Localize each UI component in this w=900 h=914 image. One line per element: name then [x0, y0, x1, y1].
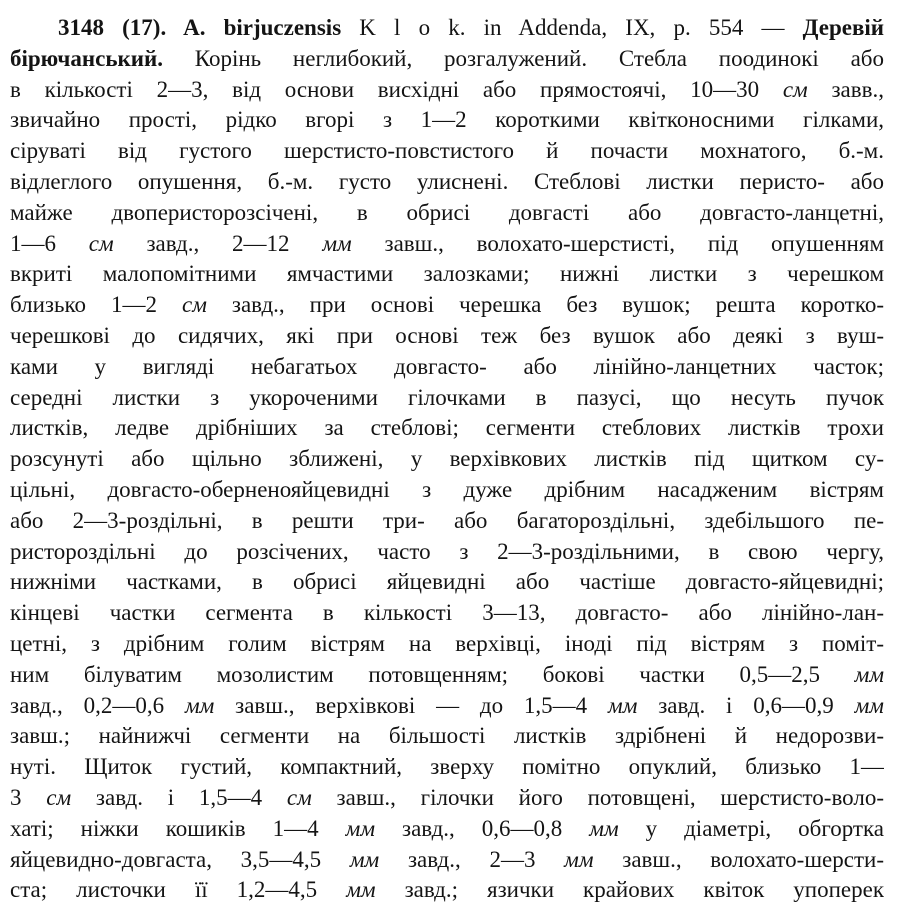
text-line	[10, 229, 884, 260]
italic-unit-text: мм	[608, 692, 638, 718]
italic-unit-text: мм	[346, 877, 376, 903]
body-text: завш., гілочки його потовщені, шерстисто-воло-	[311, 784, 884, 810]
body-text: кінцеві частки сегмента в кількості 3—13, довгасто- або лінійно-лан-	[10, 600, 884, 626]
body-text: в кількості 2—3, від основи висхідні або прямостоячі, 10—30	[10, 76, 783, 102]
bold-text: A. birjuczensis	[183, 15, 342, 40]
body-text: завд., при основі черешка без вушок; решта коротко-	[206, 292, 884, 318]
text-line	[10, 506, 884, 537]
body-text: майже двоперисторозсічені, в обрисі довгасті або довгасто-ланцетні,	[10, 199, 884, 225]
body-text: завд., 2—12	[113, 230, 323, 256]
body-text: завш., верхівкові — до 1,5—4	[214, 692, 609, 718]
body-text: завд., 2—3	[379, 846, 565, 872]
italic-unit-text: см	[782, 76, 808, 102]
italic-unit-text: мм	[322, 230, 352, 256]
body-text: розсунуті або щільно зближені, у верхівкових листків під щитком су-	[10, 446, 884, 472]
text-line	[10, 629, 884, 660]
italic-unit-text: см	[286, 784, 312, 810]
body-text: вкриті малопомітними ямчастими залозками; нижні листки з черешком	[10, 261, 884, 287]
text-line	[10, 259, 884, 290]
text-line	[10, 198, 884, 229]
body-text: листків, ледве дрібніших за стеблові; сегменти стеблових листків трохи	[10, 415, 884, 441]
text-line	[10, 752, 884, 783]
italic-unit-text: мм	[345, 815, 375, 841]
body-text: черешкові до сидячих, які при основі теж без вушок або деякі з вуш-	[10, 322, 884, 348]
body-text: завд., 0,6—0,8	[375, 815, 590, 841]
body-text: ним білуватим мозолистим потовщенням; бокові частки 0,5—2,5	[10, 661, 855, 687]
bold-text: Деревій	[802, 15, 884, 40]
italic-unit-text: мм	[184, 692, 215, 718]
body-text: завш., волохато-шерсти-	[593, 846, 884, 872]
text-line	[10, 691, 884, 722]
text-line	[10, 783, 884, 814]
italic-unit-text: см	[88, 230, 114, 256]
italic-unit-text: мм	[564, 846, 594, 872]
body-text: завд., 0,2—0,6	[10, 692, 185, 718]
species-description-paragraph	[10, 13, 884, 906]
text-line	[10, 845, 884, 876]
italic-unit-text: см	[181, 292, 207, 318]
bold-text: 3148 (17).	[58, 15, 184, 40]
text-line	[10, 814, 884, 845]
text-line	[10, 475, 884, 506]
body-text: яйцевидно-довгаста, 3,5—4,5	[10, 846, 350, 872]
italic-unit-text: мм	[349, 846, 380, 872]
italic-unit-text: мм	[854, 692, 884, 718]
body-text: ками у вигляді небагатьох довгасто- або лінійно-ланцетних часток;	[10, 353, 884, 379]
text-line	[10, 567, 884, 598]
text-line	[10, 660, 884, 691]
body-text: завд. і 1,5—4	[71, 784, 287, 810]
text-line	[10, 44, 884, 75]
body-text: завш., волохато-шерстисті, під опушенням	[351, 230, 884, 256]
body-text: Корінь неглибокий, розгалужений. Стебла поодинокі або	[162, 45, 884, 71]
body-text: завд. і 0,6—0,9	[637, 692, 855, 718]
body-text: ристороздільні до розсічених, часто з 2—3-роздільними, в свою чергу,	[10, 538, 884, 564]
text-line	[10, 13, 884, 44]
text-line	[10, 598, 884, 629]
italic-unit-text: мм	[854, 661, 884, 687]
body-text: близько 1—2	[10, 292, 182, 318]
italic-unit-text: мм	[589, 815, 619, 841]
text-line	[10, 75, 884, 106]
body-text: цільні, довгасто-оберненояйцевидні з дуже дрібним насадженим вістрям	[10, 476, 884, 502]
text-line	[10, 721, 884, 752]
body-text: завд.; язички крайових квіток упоперек	[375, 877, 884, 903]
text-line	[10, 537, 884, 568]
text-line	[10, 105, 884, 136]
body-text: цетні, з дрібним голим вістрям на верхівці, іноді під вістрям з поміт-	[10, 630, 884, 656]
body-text: відлеглого опушення, б.-м. густо улиснені. Стеблові листки перисто- або	[10, 168, 884, 194]
body-text: середні листки з укороченими гілочками в пазусі, що несуть пучок	[10, 384, 884, 410]
bold-text: бірючанський.	[10, 45, 163, 71]
body-text: 3	[10, 784, 47, 810]
italic-unit-text: см	[46, 784, 72, 810]
text-line	[10, 352, 884, 383]
body-text: ста; листочки її 1,2—4,5	[10, 877, 347, 903]
body-text	[341, 15, 359, 40]
body-text: 1—6	[10, 230, 89, 256]
body-text: у діаметрі, обгортка	[618, 815, 884, 841]
body-text: завв.,	[807, 76, 884, 102]
text-line	[10, 875, 884, 906]
text-line	[10, 321, 884, 352]
body-text: сіруваті від густого шерстисто-повстистого й почасти мохнатого, б.-м.	[10, 138, 884, 164]
body-text: завш.; найнижчі сегменти на більшості листків здрібнені й недорозви-	[10, 723, 884, 749]
text-line	[10, 136, 884, 167]
text-line	[10, 383, 884, 414]
body-text: in Addenda, IX, p. 554 —	[465, 15, 803, 40]
text-line	[10, 167, 884, 198]
body-text: звичайно прості, рідко вгорі з 1—2 короткими квітконосними гілками,	[10, 107, 884, 133]
body-text: або 2—3-роздільні, в решти три- або багатороздільні, здебільшого пе-	[10, 507, 884, 533]
body-text: нижніми частками, в обрисі яйцевидні або частіше довгасто-яйцевидні;	[10, 569, 884, 595]
body-text: K l o k.	[359, 15, 466, 40]
text-line	[10, 413, 884, 444]
body-text: нуті. Щиток густий, компактний, зверху помітно опуклий, близько 1—	[10, 754, 884, 780]
text-line	[10, 290, 884, 321]
body-text: хаті; ніжки кошиків 1—4	[10, 815, 346, 841]
text-line	[10, 444, 884, 475]
